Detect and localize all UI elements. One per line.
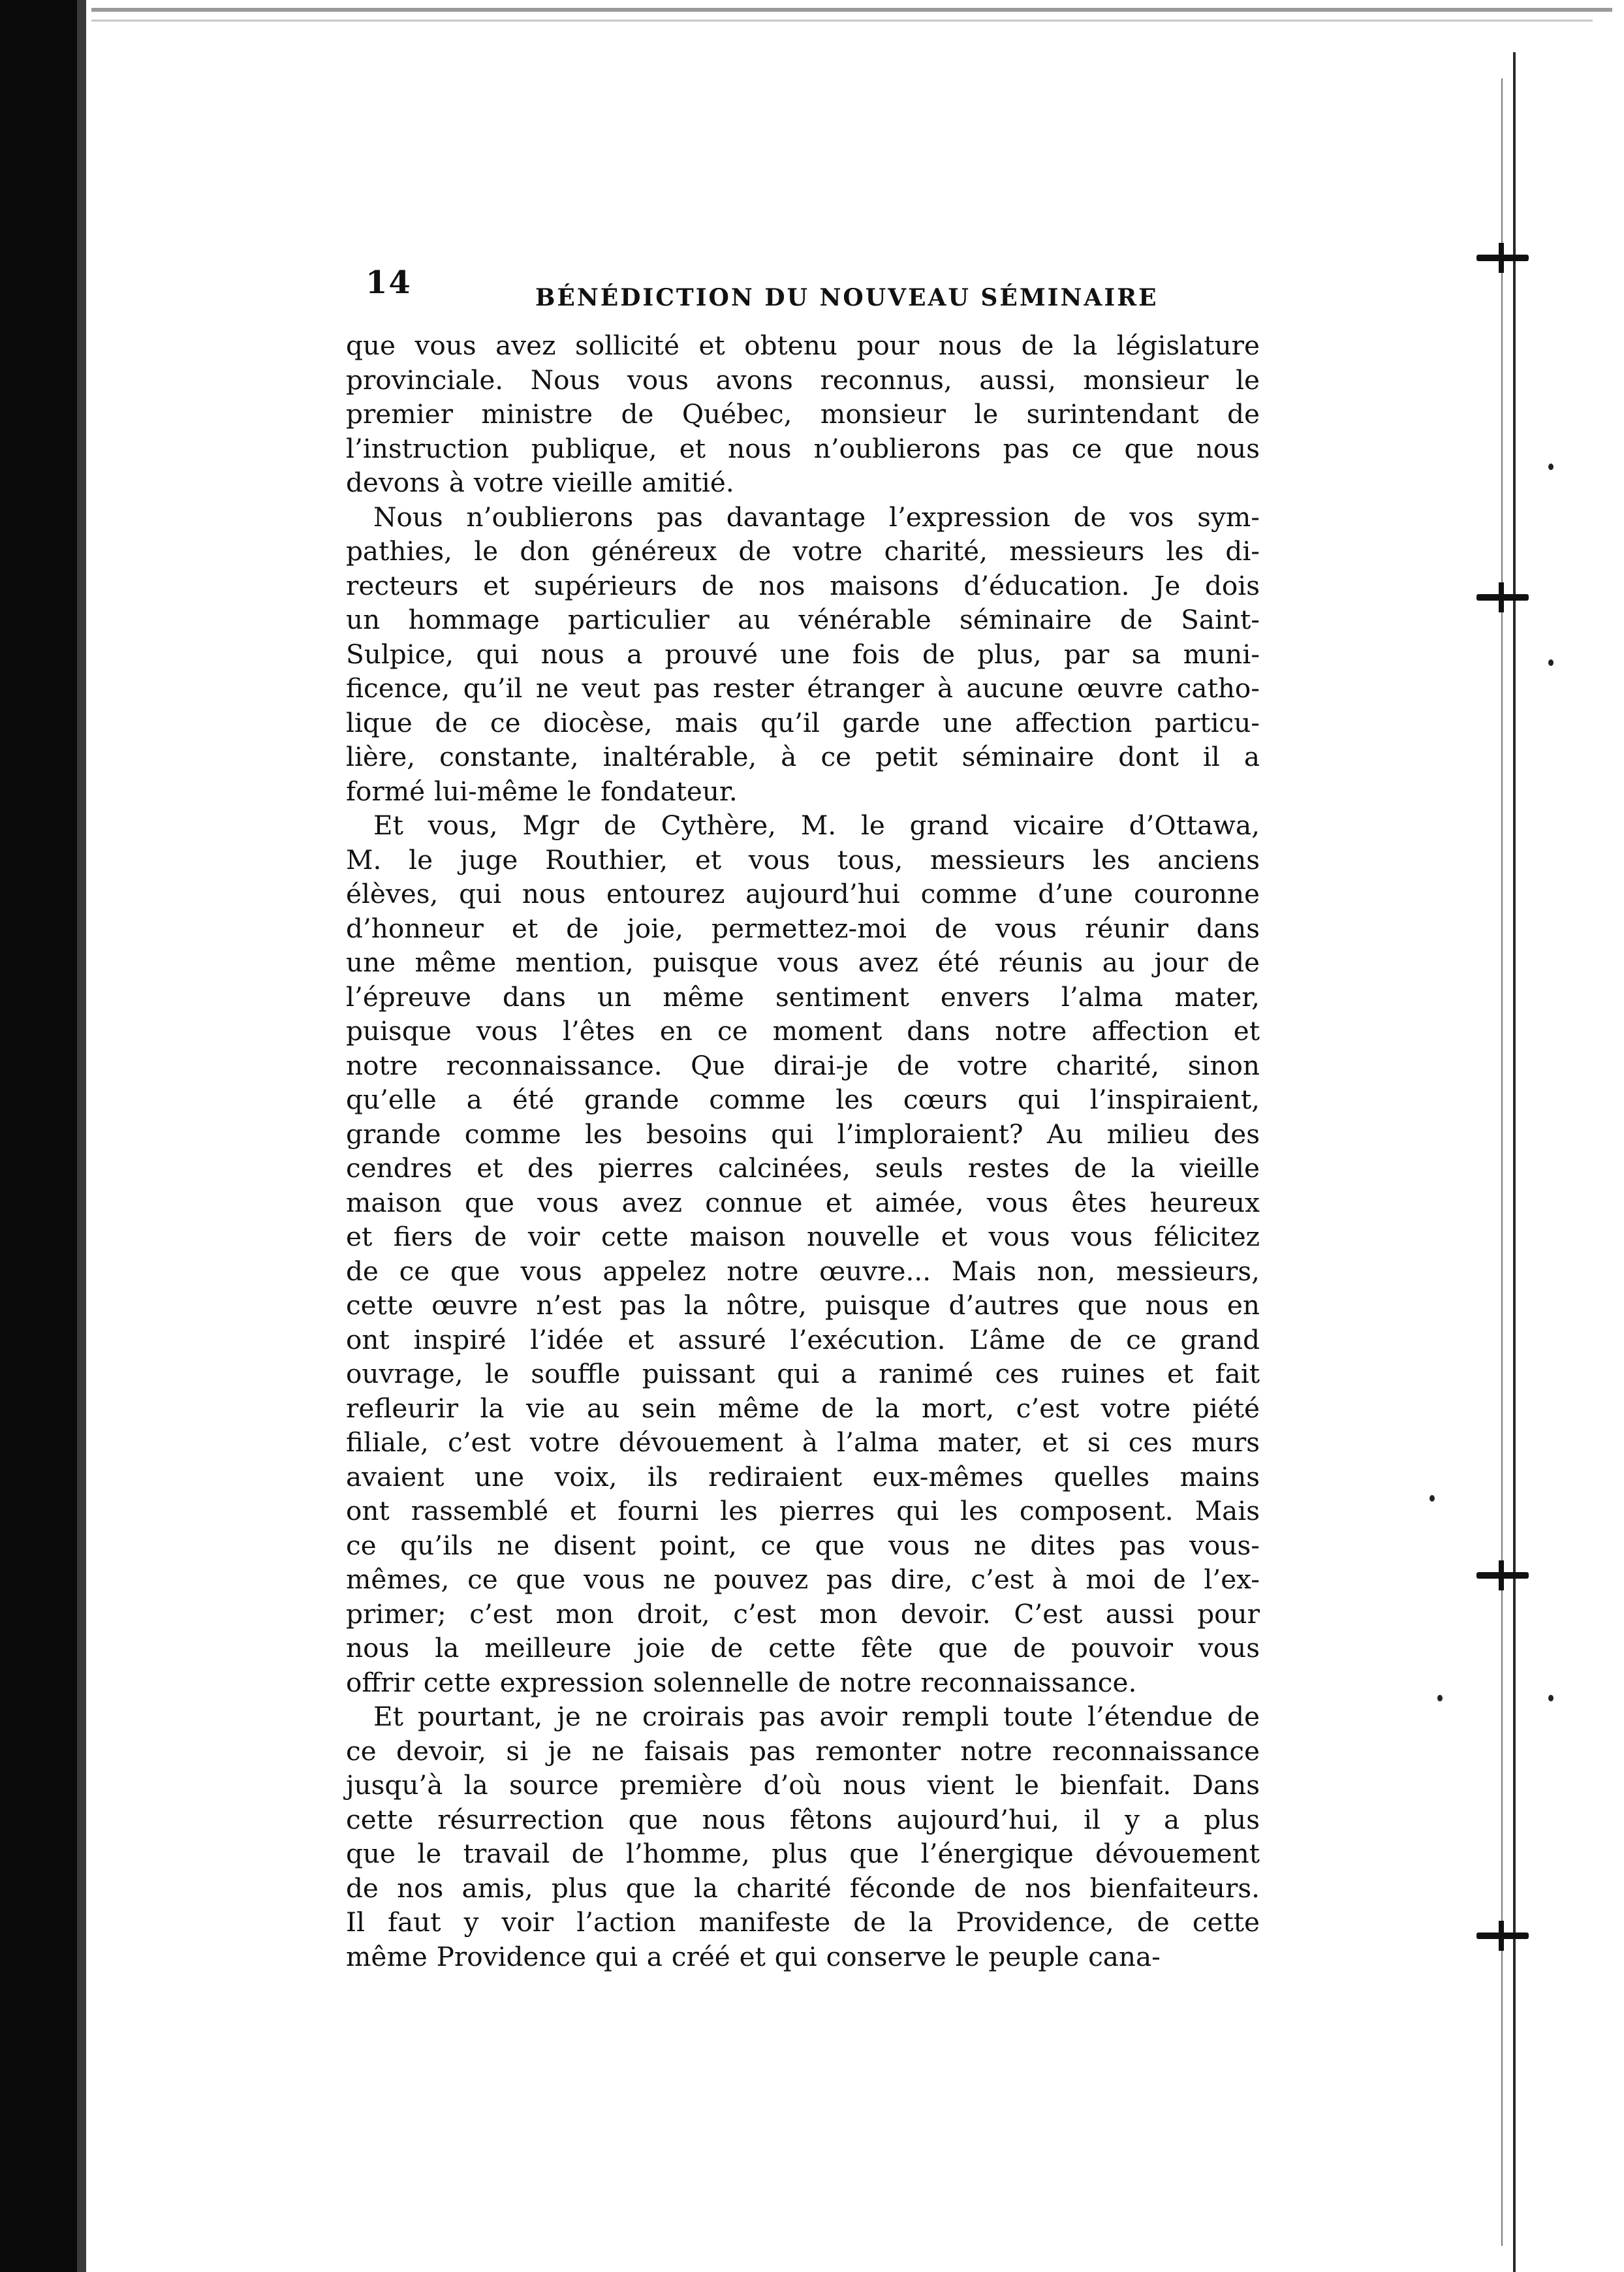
text-line: nous la meilleure joie de cette fête que de pouvoir vous — [346, 1632, 1260, 1664]
text-line: Et pourtant, je ne croirais pas avoir rempli toute l’étendue de — [373, 1701, 1260, 1732]
text-line: ouvrage, le souffle puissant qui a ranimé ces ruines et fait — [346, 1358, 1260, 1389]
text-line: grande comme les besoins qui l’imploraient? Au milieu des — [346, 1118, 1260, 1150]
text-line: devons à votre vieille amitié. — [346, 467, 734, 498]
page-number: 14 — [366, 264, 412, 301]
text-line: lique de ce diocèse, mais qu’il garde une affection particu- — [346, 706, 1260, 738]
text-line: Sulpice, qui nous a prouvé une fois de plus, par sa muni- — [346, 638, 1260, 670]
scan-border-shadow — [77, 0, 86, 2272]
text-line: de ce que vous appelez notre œuvre... Mais non, messieurs, — [346, 1255, 1260, 1287]
scan-top-edge — [91, 8, 1612, 12]
text-line: un hommage particulier au vénérable séminaire de Saint- — [346, 604, 1260, 635]
book-page — [346, 264, 1260, 1974]
running-title: BÉNÉDICTION DU NOUVEAU SÉMINAIRE — [535, 284, 1159, 311]
text-line: provinciale. Nous vous avons reconnus, aussi, monsieur le — [346, 364, 1260, 396]
text-line: que le travail de l’homme, plus que l’énergique dévouement — [346, 1838, 1260, 1869]
scan-border-left — [0, 0, 85, 2272]
text-line: Il faut y voir l’action manifeste de la Providence, de cette — [346, 1906, 1260, 1938]
text-line: ont inspiré l’idée et assuré l’exécution. L’âme de ce grand — [346, 1323, 1260, 1355]
text-line: recteurs et supérieurs de nos maisons d’éducation. Je dois — [346, 569, 1260, 601]
text-line: avaient une voix, ils rediraient eux-mêmes quelles mains — [346, 1460, 1260, 1492]
text-line: élèves, qui nous entourez aujourd’hui comme d’une couronne — [346, 878, 1260, 909]
text-line: offrir cette expression solennelle de notre reconnaissance. — [346, 1666, 1137, 1698]
paragraph — [346, 1699, 1260, 1974]
scan-speck — [1548, 1695, 1554, 1701]
scan-speck — [1548, 659, 1554, 666]
scan-speck — [1437, 1695, 1443, 1701]
text-line: cendres et des pierres calcinées, seuls restes de la vieille — [346, 1152, 1260, 1184]
text-line: puisque vous l’êtes en ce moment dans notre affection et — [346, 1015, 1260, 1047]
running-head — [346, 264, 1260, 323]
text-line: l’épreuve dans un même sentiment envers l’alma mater, — [346, 981, 1260, 1013]
text-line: cette résurrection que nous fêtons aujourd’hui, il y a plus — [346, 1803, 1260, 1835]
binding-staple — [1476, 1933, 1529, 1939]
text-line: ont rassemblé et fourni les pierres qui les composent. Mais — [346, 1495, 1260, 1526]
text-line: et fiers de voir cette maison nouvelle et vous vous félicitez — [346, 1221, 1260, 1252]
text-line: mêmes, ce que vous ne pouvez pas dire, c’est à moi de l’ex- — [346, 1564, 1260, 1595]
text-line: refleurir la vie au sein même de la mort, c’est votre piété — [346, 1392, 1260, 1424]
text-line: Et vous, Mgr de Cythère, M. le grand vicaire d’Ottawa, — [373, 810, 1260, 841]
text-line: d’honneur et de joie, permettez-moi de vous réunir dans — [346, 912, 1260, 944]
text-line: même Providence qui a créé et qui conserve le peuple cana- — [346, 1940, 1161, 1972]
text-line: premier ministre de Québec, monsieur le surintendant de — [346, 398, 1260, 430]
scan-speck — [1548, 464, 1554, 470]
text-line: qu’elle a été grande comme les cœurs qui l’inspiraient, — [346, 1084, 1260, 1115]
text-line: une même mention, puisque vous avez été réunis au jour de — [346, 947, 1260, 978]
text-line: cette œuvre n’est pas la nôtre, puisque d’autres que nous en — [346, 1289, 1260, 1321]
binding-staple — [1476, 255, 1529, 261]
text-line: ficence, qu’il ne veut pas rester étranger à aucune œuvre catho- — [346, 672, 1260, 704]
text-line: notre reconnaissance. Que dirai-je de votre charité, sinon — [346, 1049, 1260, 1081]
binding-staple — [1476, 1572, 1529, 1579]
paragraph — [346, 328, 1260, 500]
paragraph — [346, 500, 1260, 809]
text-line: pathies, le don généreux de votre charité, messieurs les di- — [346, 535, 1260, 567]
text-line: ce devoir, si je ne faisais pas remonter notre reconnaissance — [346, 1735, 1260, 1767]
text-line: de nos amis, plus que la charité féconde de nos bienfaiteurs. — [346, 1872, 1260, 1904]
body-text — [346, 328, 1260, 1974]
text-line: filiale, c’est votre dévouement à l’alma mater, et si ces murs — [346, 1427, 1260, 1458]
binding-staple — [1476, 594, 1529, 601]
scan-speck — [1429, 1495, 1435, 1502]
text-line: jusqu’à la source première d’où nous vient le bienfait. Dans — [346, 1769, 1260, 1801]
text-line: lière, constante, inaltérable, à ce petit séminaire dont il a — [346, 741, 1260, 772]
text-line: primer; c’est mon droit, c’est mon devoir. C’est aussi pour — [346, 1598, 1260, 1630]
text-line: ce qu’ils ne disent point, ce que vous ne dites pas vous- — [346, 1529, 1260, 1561]
binding-edge — [1513, 52, 1516, 2272]
text-line: formé lui-même le fondateur. — [346, 775, 738, 807]
scan-top-edge-shadow — [91, 20, 1593, 22]
text-line: maison que vous avez connue et aimée, vous êtes heureux — [346, 1186, 1260, 1218]
text-line: Nous n’oublierons pas davantage l’expression de vos sym- — [373, 501, 1260, 533]
text-line: M. le juge Routhier, et vous tous, messieurs les anciens — [346, 844, 1260, 876]
text-line: que vous avez sollicité et obtenu pour nous de la législature — [346, 330, 1260, 361]
text-line: l’instruction publique, et nous n’oublierons pas ce que nous — [346, 432, 1260, 464]
paragraph — [346, 808, 1260, 1699]
